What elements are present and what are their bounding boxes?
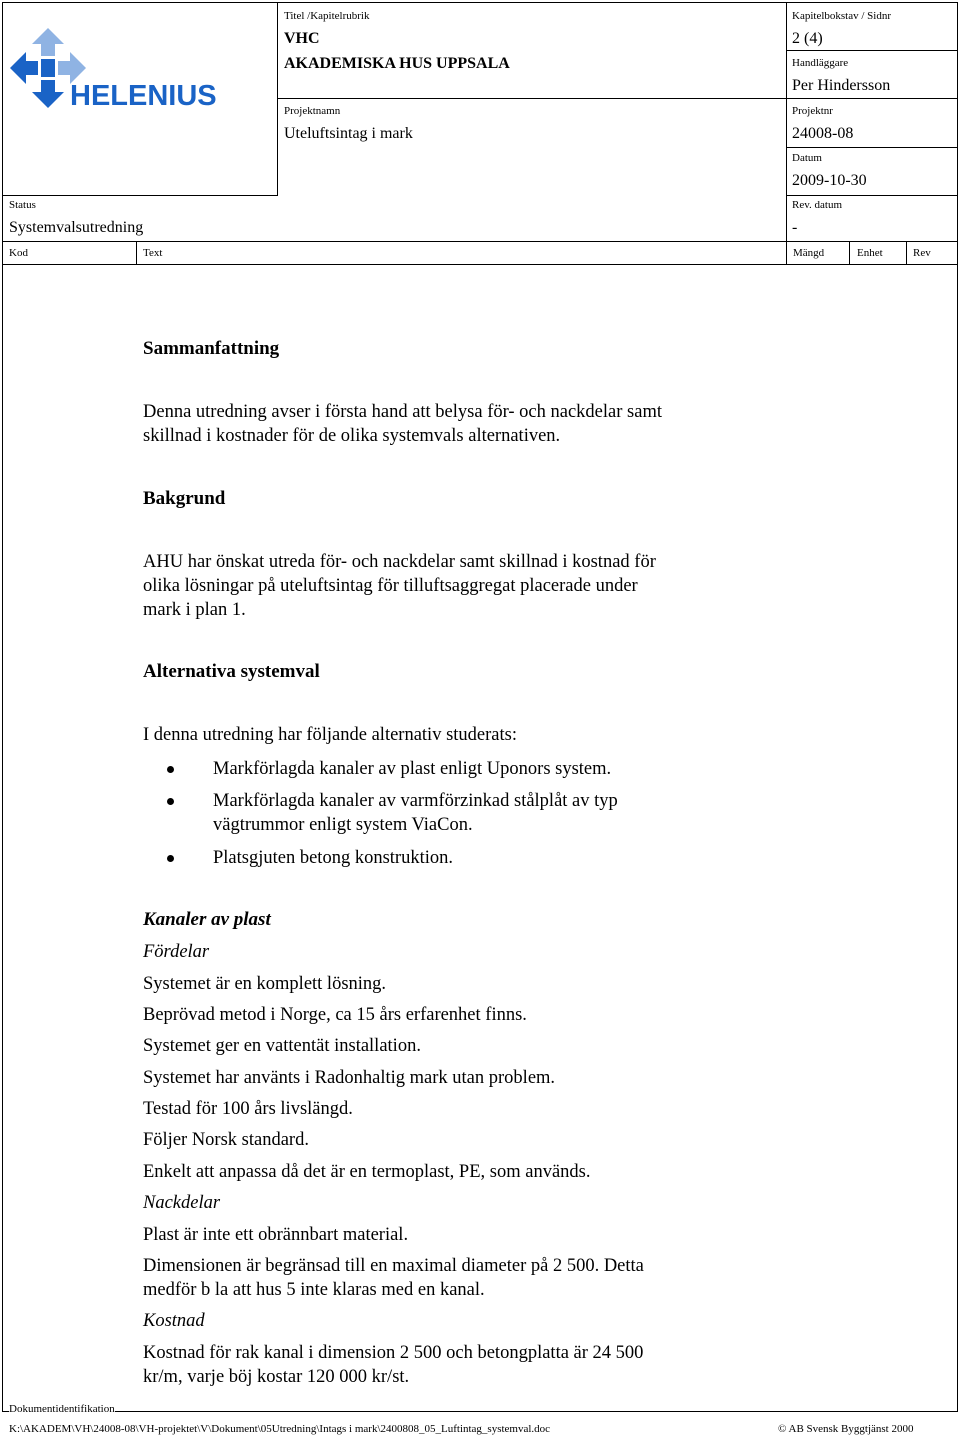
subheading-nackdelar: Nackdelar <box>143 1193 221 1213</box>
heading-bakgrund: Bakgrund <box>143 488 226 509</box>
subheading-kostnad: Kostnad <box>143 1311 205 1331</box>
col-text: Text <box>143 247 163 259</box>
chapter-value: 2 (4) <box>792 30 823 47</box>
title-line2: AKADEMISKA HUS UPPSALA <box>284 55 510 72</box>
paragraph-line: Beprövad metod i Norge, ca 15 års erfarenhet finns. <box>143 1005 527 1025</box>
doc-id-label: Dokumentidentifikation <box>9 1403 115 1415</box>
paragraph-line: Denna utredning avser i första hand att belysa för- och nackdelar samt <box>143 402 662 422</box>
handler-label: Handläggare <box>792 57 849 69</box>
status-value: Systemvalsutredning <box>9 219 144 236</box>
logo-text: HELENIUS <box>70 80 217 112</box>
company-logo <box>8 26 217 116</box>
bullet-icon <box>167 798 174 805</box>
list-item: Markförlagda kanaler av varmförzinkad stålplåt av typ <box>213 791 618 811</box>
heading-alternativa-systemval: Alternativa systemval <box>143 661 320 682</box>
col-enhet: Enhet <box>857 247 883 259</box>
paragraph-line: skillnad i kostnader för de olika systemvals alternativen. <box>143 426 561 446</box>
title-line1: VHC <box>284 30 320 47</box>
status-label: Status <box>9 199 36 211</box>
col-mangd: Mängd <box>793 247 825 259</box>
chapter-label: Kapitelbokstav / Sidnr <box>792 10 891 22</box>
project-name-value: Uteluftsintag i mark <box>284 125 413 142</box>
col-rev: Rev <box>913 247 931 259</box>
bullet-icon <box>167 855 174 862</box>
doc-path: K:\AKADEM\VH\24008-08\VH-projektet\V\Dokument\05Utredning\Intags i mark\2400808_05_Luftintag_systemval.doc <box>9 1423 551 1435</box>
paragraph-line: medför b la att hus 5 inte klaras med en kanal. <box>143 1280 485 1300</box>
paragraph-line: Följer Norsk standard. <box>143 1130 309 1150</box>
paragraph-line: AHU har önskat utreda för- och nackdelar samt skillnad i kostnad för <box>143 552 656 572</box>
paragraph-line: Plast är inte ett obrännbart material. <box>143 1225 409 1245</box>
rev-date-label: Rev. datum <box>792 199 842 211</box>
paragraph-line: Testad för 100 års livslängd. <box>143 1099 353 1119</box>
handler-value: Per Hindersson <box>792 77 891 94</box>
list-item-continued: vägtrummor enligt system ViaCon. <box>213 815 473 835</box>
date-value: 2009-10-30 <box>792 172 867 189</box>
paragraph-line: Enkelt att anpassa då det är en termoplast, PE, som används. <box>143 1162 591 1182</box>
paragraph-line: Dimensionen är begränsad till en maximal diameter på 2 500. Detta <box>143 1256 644 1276</box>
project-nr-value: 24008-08 <box>792 125 854 142</box>
paragraph-line: kr/m, varje böj kostar 120 000 kr/st. <box>143 1367 410 1387</box>
title-label: Titel /Kapitelrubrik <box>284 10 370 22</box>
heading-kanaler-av-plast: Kanaler av plast <box>143 909 271 930</box>
paragraph-line: Systemet ger en vattentät installation. <box>143 1036 421 1056</box>
heading-sammanfattning: Sammanfattning <box>143 338 280 359</box>
paragraph-line: I denna utredning har följande alternativ studerats: <box>143 725 517 745</box>
list-item: Markförlagda kanaler av plast enligt Uponors system. <box>213 759 612 779</box>
bullet-icon <box>167 766 174 773</box>
paragraph-line: Systemet är en komplett lösning. <box>143 974 387 994</box>
date-label: Datum <box>792 152 822 164</box>
rev-date-value: - <box>792 219 798 236</box>
paragraph-line: Kostnad för rak kanal i dimension 2 500 och betongplatta är 24 500 <box>143 1343 644 1363</box>
list-item: Platsgjuten betong konstruktion. <box>213 848 453 868</box>
project-name-label: Projektnamn <box>284 105 341 117</box>
subheading-fordelar: Fördelar <box>143 942 210 962</box>
project-nr-label: Projektnr <box>792 105 833 117</box>
paragraph-line: olika lösningar på uteluftsintag för tilluftsaggregat placerade under <box>143 576 638 596</box>
paragraph-line: Systemet har använts i Radonhaltig mark utan problem. <box>143 1068 556 1088</box>
paragraph-line: mark i plan 1. <box>143 600 246 620</box>
col-kod: Kod <box>9 247 28 259</box>
copyright: © AB Svensk Byggtjänst 2000 <box>778 1423 914 1435</box>
